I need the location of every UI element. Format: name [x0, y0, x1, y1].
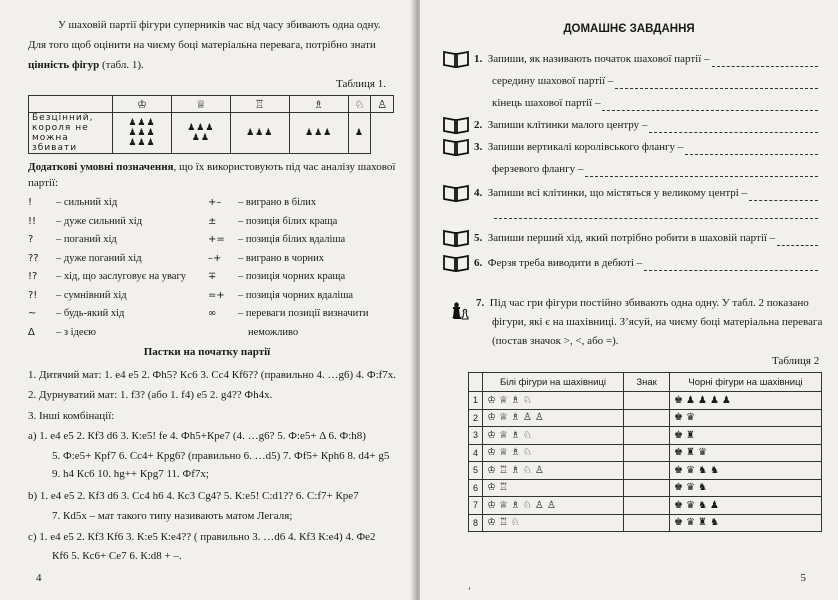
symbol-description: – сумнівний хід	[56, 289, 127, 301]
symbol-mark: ∞	[208, 308, 217, 319]
symbol-mark: ?!	[28, 289, 38, 301]
table-row	[469, 479, 822, 497]
symbol-row	[208, 270, 345, 284]
symbol-row	[28, 233, 117, 247]
symbol-mark: !?	[28, 271, 38, 282]
sign-cell[interactable]	[624, 409, 670, 427]
black-pieces: ♚♟♟♟♟	[670, 392, 822, 410]
task-5-line	[474, 231, 818, 246]
symbol-description: – будь-який хід	[56, 308, 125, 319]
answer-blank[interactable]	[749, 190, 818, 201]
symbol-description: – позиція чорних краща	[238, 271, 346, 282]
trap-line: 5. Ф:e5+ Крf7 6. Сc4+ Крg6? (правильно 6. …d5) 7. Фf5+ Крh6 8. d4+ g5	[52, 450, 390, 462]
bishop-icon: ♗	[289, 96, 348, 113]
queen-value: ♟♟♟ ♟♟♟ ♟♟♟	[113, 113, 172, 154]
trap-line: b) 1. e4 e5 2. Кf3 d6 3. Сc4 h6 4. Кc3 Сg4? 5. К:e5! С:d1?? 6. С:f7+ Крe7	[28, 490, 359, 502]
book-icon	[442, 183, 470, 203]
symbol-row	[208, 326, 298, 340]
white-pieces: ♔♕♗♘	[483, 427, 624, 445]
sign-cell[interactable]	[624, 427, 670, 445]
pawn-icon: ♙	[371, 96, 394, 113]
symbol-description: – хід, що заслуговує на увагу	[56, 271, 187, 282]
table2-header-sign: Знак	[624, 373, 670, 392]
symbol-description: – позиція білих краща	[238, 215, 338, 227]
task-7-line-3: (постав значок >, <, або =).	[492, 335, 619, 347]
task-2-line	[474, 118, 818, 133]
symbol-row	[28, 215, 142, 229]
book-icon	[442, 228, 470, 248]
page-number-left: 4	[36, 572, 42, 584]
left-page	[0, 0, 414, 600]
symbol-description: – поганий хід	[56, 234, 117, 245]
intro-line-1: У шаховій партії фігури суперників час від часу збивають одна одну.	[58, 19, 381, 31]
intro-line-3	[28, 58, 144, 73]
task-1-line	[492, 96, 818, 111]
black-pieces: ♚♜	[670, 427, 822, 445]
task-7-line-2: фігури, які є на шахівниці. З’ясуй, на чиєму боці матеріальна перевага	[492, 316, 823, 328]
knight-value: ♟♟♟	[289, 113, 348, 154]
symbol-description: неможливо	[248, 326, 299, 338]
trap-line: c) 1. e4 e5 2. Кf3 Кf6 3. К:e5 К:e4?? ( правильно 3. …d6 4. Кf3 К:e4) 4. Фe2	[28, 531, 376, 543]
task-prompt: Запиши перший хід, який потрібно робити в шаховій партії –	[487, 232, 776, 244]
bishop-value: ♟♟♟	[230, 113, 289, 154]
table2-header-number	[469, 373, 483, 392]
black-pieces: ♚♛♜♞	[670, 514, 822, 532]
task-3-line	[474, 140, 818, 155]
trap-line: 1. Дитячий мат: 1. e4 e5 2. Фh5? Кc6 3. Сc4 Кf6?? (правильно 4. …g6) 4. Ф:f7x.	[28, 369, 397, 381]
symbol-mark: +=	[208, 234, 225, 245]
symbol-description: – позиція чорних вдаліша	[238, 289, 354, 301]
symbol-description: – дуже сильний хід	[56, 215, 143, 227]
task-4-line	[474, 186, 818, 201]
task-prompt: Запиши клітинки малого центру –	[487, 119, 648, 131]
chess-pieces-icon	[450, 295, 470, 321]
book-icon	[442, 253, 470, 273]
symbol-description: – виграно в білих	[238, 197, 317, 208]
task-number: 3.	[474, 141, 483, 153]
black-pieces: ♚♛♞♞	[670, 462, 822, 480]
symbol-row	[28, 270, 186, 284]
symbol-mark: ?	[28, 234, 34, 245]
symbol-description: – переваги позиції визначити	[238, 308, 369, 319]
answer-blank[interactable]	[615, 78, 818, 89]
table-row	[469, 497, 822, 515]
symbol-mark: ~	[28, 308, 37, 319]
task-7	[476, 296, 826, 349]
answer-blank[interactable]	[712, 56, 818, 67]
symbols-heading-line2: партії:	[28, 177, 59, 189]
traps-heading: Пастки на початку партії	[143, 346, 271, 358]
symbol-row	[208, 233, 345, 247]
bottom-mark: ʼ	[468, 586, 471, 596]
white-pieces: ♔♕♗♙♙	[483, 409, 624, 427]
task-prompt: Запиши вертикалі королівського флангу –	[487, 141, 684, 153]
symbol-mark: !	[28, 197, 33, 208]
answer-blank[interactable]	[585, 166, 818, 177]
row-number: 6	[469, 479, 483, 497]
black-pieces: ♚♛	[670, 409, 822, 427]
symbol-mark: ±	[208, 215, 217, 227]
symbol-row	[208, 196, 316, 210]
king-icon: ♔	[113, 96, 172, 113]
sign-cell[interactable]	[624, 497, 670, 515]
table-row	[469, 462, 822, 480]
symbol-row	[28, 307, 124, 321]
trap-line: 2. Дурнуватий мат: 1. f3? (або 1. f4) e5 2. g4?? Фh4x.	[28, 389, 273, 401]
row-number: 1	[469, 392, 483, 410]
sign-cell[interactable]	[624, 462, 670, 480]
symbol-row	[28, 326, 96, 340]
task-6-line	[474, 256, 818, 271]
symbol-row	[28, 252, 142, 266]
symbol-mark: =+	[208, 289, 225, 301]
task-prompt: кінець шахової партії –	[492, 97, 601, 109]
white-pieces: ♔♕♗♘♙♙	[483, 497, 624, 515]
symbol-description: – дуже поганий хід	[56, 252, 142, 264]
intro-line-2: Для того щоб оцінити на чиєму боці матеріальна перевага, потрібно знати	[28, 39, 376, 51]
table-row	[469, 444, 822, 462]
page-number-right: 5	[800, 572, 806, 584]
answer-blank[interactable]	[777, 235, 818, 246]
white-pieces: ♔♕♗♘	[483, 444, 624, 462]
task-number: 4.	[474, 187, 483, 199]
book-icon	[442, 115, 470, 135]
white-pieces: ♔♖	[483, 479, 624, 497]
intro-bold: цінність фігур	[28, 59, 100, 71]
answer-blank[interactable]	[649, 122, 818, 133]
row-number: 7	[469, 497, 483, 515]
task-4-line	[492, 208, 818, 219]
symbol-mark: ∓	[208, 271, 217, 282]
symbol-row	[208, 252, 324, 266]
queen-icon: ♕	[171, 96, 230, 113]
sign-cell[interactable]	[624, 444, 670, 462]
intro-tail: (табл. 1).	[102, 59, 144, 71]
knight-icon: ♘	[348, 96, 371, 113]
book-icon	[442, 137, 470, 157]
symbol-row	[208, 215, 337, 229]
rook-value: ♟♟♟ ♟♟	[171, 113, 230, 154]
answer-blank[interactable]	[644, 260, 818, 271]
symbol-description: – виграно в чорних	[238, 252, 325, 264]
symbol-description: – позиція білих вдаліша	[238, 234, 346, 245]
white-pieces: ♔♖♗♘♙	[483, 462, 624, 480]
answer-blank[interactable]	[602, 100, 818, 111]
symbol-row	[28, 196, 117, 210]
task-prompt: ферзевого флангу –	[492, 163, 584, 175]
symbols-heading-bold: Додаткові умовні позначення	[28, 161, 174, 173]
answer-blank[interactable]	[685, 144, 818, 155]
homework-heading: ДОМАШНЄ ЗАВДАННЯ	[563, 23, 695, 35]
symbol-row	[208, 307, 369, 321]
answer-blank[interactable]	[494, 208, 818, 219]
black-pieces: ♚♛♞	[670, 479, 822, 497]
trap-line: 7. Кd5x – мат такого типу називають матом Легаля;	[52, 510, 293, 522]
symbol-mark: –+	[208, 252, 222, 264]
task-number: 1.	[474, 53, 483, 65]
trap-line: a) 1. e4 e5 2. Кf3 d6 3. К:e5! fe 4. Фh5+Крe7 (4. …g6? 5. Ф:e5+ Δ 6. Ф:h8)	[28, 430, 366, 442]
right-page	[420, 0, 838, 600]
material-comparison-table	[468, 372, 822, 532]
king-value-label: Безцінний, короля не можна збивати	[29, 113, 113, 154]
white-pieces: ♔♕♗♘	[483, 392, 624, 410]
book-icon	[442, 49, 470, 69]
task-number: 6.	[474, 257, 483, 269]
rook-icon: ♖	[230, 96, 289, 113]
row-number: 3	[469, 427, 483, 445]
black-pieces: ♚♜♛	[670, 444, 822, 462]
symbol-mark: ??	[28, 252, 39, 264]
task-7-number: 7.	[476, 297, 485, 309]
symbol-description: – сильний хід	[56, 197, 118, 208]
piece-value-table	[28, 95, 394, 154]
task-3-line	[492, 162, 818, 177]
symbol-description: – з ідеєю	[56, 326, 96, 338]
table-row	[469, 392, 822, 410]
task-prompt: Ферзя треба виводити в дебюті –	[487, 257, 643, 269]
sign-cell[interactable]	[624, 392, 670, 410]
trap-line: 9. h4 Кc6 10. hg++ Крg7 11. Фf7x;	[52, 468, 209, 480]
task-number: 5.	[474, 232, 483, 244]
pawn-value: ♟	[348, 113, 371, 154]
task-prompt: середину шахової партії –	[492, 75, 614, 87]
symbol-row	[208, 289, 353, 303]
table-row	[469, 427, 822, 445]
row-number: 2	[469, 409, 483, 427]
trap-line: 3. Інші комбінації:	[28, 410, 115, 422]
symbols-heading-rest: , що їх використовують під час аналізу шахової	[173, 161, 396, 173]
trap-line: Кf6 5. Кc6+ Сe7 6. К:d8 + –.	[52, 550, 182, 562]
table1-blank-header	[29, 96, 113, 113]
symbol-mark: Δ	[28, 326, 35, 338]
sign-cell[interactable]	[624, 514, 670, 532]
table2-caption: Таблиця 2	[772, 355, 820, 367]
sign-cell[interactable]	[624, 479, 670, 497]
row-number: 8	[469, 514, 483, 532]
table-row	[469, 514, 822, 532]
row-number: 5	[469, 462, 483, 480]
row-number: 4	[469, 444, 483, 462]
symbol-mark: !!	[28, 215, 37, 227]
table2-header-white: Білі фігури на шахівниці	[483, 373, 624, 392]
symbols-heading	[28, 160, 395, 175]
task-prompt: Запиши, як називають початок шахової партії –	[487, 53, 710, 65]
symbol-row	[28, 289, 127, 303]
table2-header-black: Чорні фігури на шахівниці	[670, 373, 822, 392]
task-number: 2.	[474, 119, 483, 131]
black-pieces: ♚♛♞♟	[670, 497, 822, 515]
white-pieces: ♔♖♘	[483, 514, 624, 532]
symbol-mark: +–	[208, 197, 222, 208]
task-1-line	[492, 74, 818, 89]
table-row	[469, 409, 822, 427]
task-prompt: Запиши всі клітинки, що містяться у великому центрі –	[487, 187, 748, 199]
table1-caption: Таблиця 1.	[336, 78, 386, 90]
task-7-line-1: Під час гри фігури постійно збивають одна одну. У табл. 2 показано	[489, 297, 809, 309]
task-1-line	[474, 52, 818, 67]
